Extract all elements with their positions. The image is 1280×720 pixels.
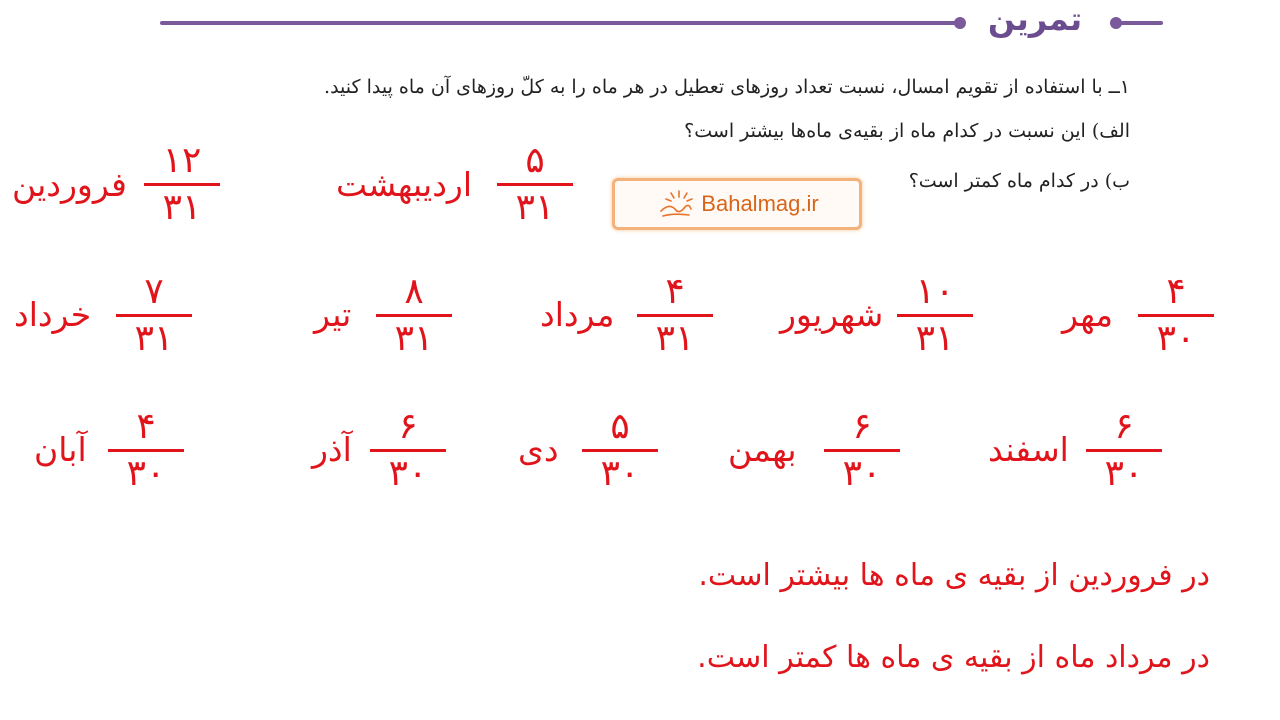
page-title: تمرین [987, 0, 1083, 38]
fraction-denominator: ۳۱ [134, 318, 174, 359]
fraction-bar [824, 449, 900, 452]
fraction-aban [108, 408, 184, 493]
header-rule-right [1118, 21, 1163, 25]
header-rule-left [160, 21, 960, 25]
watermark-text: Bahalmag.ir [701, 191, 819, 216]
fraction-esfand [1086, 408, 1162, 493]
fraction-denominator: ۳۰ [1156, 318, 1196, 359]
fraction-bar [116, 314, 192, 317]
fraction-numerator: ۵ [610, 406, 630, 447]
fraction-numerator: ۴ [1166, 271, 1186, 312]
fraction-ordibehesht [497, 142, 573, 227]
fraction-bar [897, 314, 973, 317]
bahal-logo-icon [655, 187, 695, 221]
fraction-mordad [637, 273, 713, 358]
month-name-ordibehesht: اردیبهشت [336, 165, 472, 204]
fraction-azar [370, 408, 446, 493]
fraction-numerator: ۷ [144, 271, 164, 312]
fraction-bar [497, 183, 573, 186]
month-name-tir: تیر [314, 295, 352, 334]
fraction-mehr [1138, 273, 1214, 358]
month-name-mehr: مهر [1062, 295, 1114, 334]
month-name-shahrivar: شهریور [780, 295, 884, 334]
fraction-numerator: ۱۲ [162, 140, 202, 181]
fraction-denominator: ۳۱ [394, 318, 434, 359]
watermark-badge [612, 178, 862, 230]
fraction-bar [1086, 449, 1162, 452]
question-line-1: ۱ــ با استفاده از تقویم امسال، نسبت تعداد روزهای تعطیل در هر ماه را به کلّ روزهای آن ماه پیدا کنید. [324, 76, 1130, 98]
month-name-farvardin: فروردین [12, 165, 127, 204]
fraction-numerator: ۸ [404, 271, 424, 312]
fraction-numerator: ۵ [525, 140, 545, 181]
fraction-farvardin [144, 142, 220, 227]
fraction-numerator: ۶ [398, 406, 418, 447]
fraction-bar [370, 449, 446, 452]
fraction-bar [1138, 314, 1214, 317]
fraction-denominator: ۳۰ [126, 453, 166, 494]
fraction-bar [144, 183, 220, 186]
fraction-numerator: ۱۰ [915, 271, 955, 312]
fraction-denominator: ۳۱ [655, 318, 695, 359]
fraction-bar [108, 449, 184, 452]
fraction-bahman [824, 408, 900, 493]
fraction-bar [637, 314, 713, 317]
fraction-bar [376, 314, 452, 317]
fraction-denominator: ۳۱ [915, 318, 955, 359]
fraction-dey [582, 408, 658, 493]
question-part-a: الف) این نسبت در کدام ماه از بقیه‌ی ماه‌ها بیشتر است؟ [684, 120, 1130, 142]
fraction-khordad [116, 273, 192, 358]
answer-most: در فروردین از بقیه ی ماه ها بیشتر است. [698, 558, 1210, 593]
month-name-khordad: خرداد [14, 295, 92, 334]
answer-least: در مرداد ماه از بقیه ی ماه ها کمتر است. [697, 640, 1210, 675]
month-name-mordad: مرداد [540, 295, 615, 334]
question-part-b: ب) در کدام ماه کمتر است؟ [908, 170, 1130, 192]
fraction-bar [582, 449, 658, 452]
fraction-shahrivar [897, 273, 973, 358]
fraction-denominator: ۳۰ [1104, 453, 1144, 494]
header-dot-left [954, 17, 966, 29]
fraction-denominator: ۳۱ [162, 187, 202, 228]
fraction-numerator: ۶ [852, 406, 872, 447]
month-name-bahman: بهمن [728, 430, 797, 469]
month-name-aban: آبان [34, 430, 87, 469]
fraction-denominator: ۳۰ [842, 453, 882, 494]
fraction-numerator: ۴ [136, 406, 156, 447]
fraction-tir [376, 273, 452, 358]
fraction-denominator: ۳۰ [600, 453, 640, 494]
fraction-numerator: ۶ [1114, 406, 1134, 447]
fraction-denominator: ۳۰ [388, 453, 428, 494]
month-name-dey: دی [518, 430, 559, 469]
month-name-azar: آذر [312, 430, 352, 469]
fraction-numerator: ۴ [665, 271, 685, 312]
month-name-esfand: اسفند [988, 430, 1069, 469]
fraction-denominator: ۳۱ [515, 187, 555, 228]
